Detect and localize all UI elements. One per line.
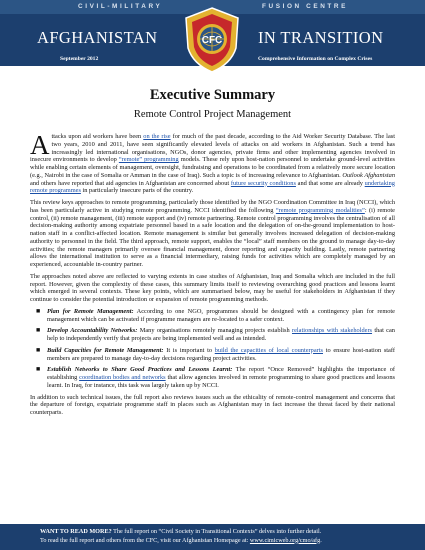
bullet-lead: Plan for Remote Management: — [47, 307, 134, 315]
bullet-lead: Establish Networks to Share Good Practices and Lessons Learnt: — [47, 366, 233, 374]
bullet-lead: Develop Accountability Networks: — [47, 327, 138, 335]
footer-lead: WANT TO READ MORE? — [40, 528, 112, 535]
link-coordination-bodies[interactable]: coordination bodies and networks — [79, 374, 166, 381]
org-name-right: FUSION CENTRE — [262, 3, 348, 10]
publication-name: Outlook Afghanistan — [342, 171, 395, 179]
intro-text: models. These rely upon host-nation personnel to undertake ground-level activities while enabling certain elements of management, oversight, fundraising and operations to be coordinated from a relatively more secure location (e.g., Nairobi in the case of Somalia or Amman in the case of Iraq). Such a topic is of increasing relevance to Afghanistan. — [30, 156, 395, 179]
modalities-paragraph — [30, 199, 395, 269]
bullet-text: to ensure host-nation staff members are prepared to manage day-to-day decisions regarding project activities. — [47, 346, 395, 362]
emblem-text: CFC — [201, 35, 223, 46]
intro-text: ttacks upon aid workers have been — [51, 133, 144, 140]
bullet-text: Many organisations remotely managing projects establish — [137, 327, 292, 335]
link-undertaking-remote-programmes[interactable]: undertaking remote programmes — [30, 179, 395, 195]
bullet-text: The report “Once Removed” highlights the importance of establishing — [47, 366, 396, 381]
bullet-dot: ■ — [36, 326, 41, 335]
link-remote-programming-modalities[interactable]: “remote programming modalities” — [275, 206, 365, 214]
intro-text: for much of the past decade, according to the Aid Worker Security Database. The last two years, 2010 and 2011, have seen significantly elevated levels of attacks on aid workers in Afghanistan. Such a trend has increasingly led international organisations, NGOs, donor agencies, private firms and other implementing agencies involved in insecure environments to develop — [30, 133, 395, 164]
page-heading: Executive Summary — [149, 87, 276, 103]
bullet-text: It is important to — [163, 346, 215, 354]
footer-text: WANT TO READ MORE? The full report on “Civil Society in Transitional Contexts” delves into further detail. To read the full report and others from the CFC, visit our Afghanistan Homepage at: www.cimicweb.org/cmo/afg. — [40, 528, 322, 544]
intro-text: and others have reported that aid agencies in Afghanistan are concerned about — [30, 179, 231, 187]
closing-paragraph: In addition to such technical issues, the full report also reviews issues such as the ethicality of remote-control management and concerns that the departure of foreign, expatriate programme staff in places such as Afghanistan may in fact increase the threat faced by their national counterparts. — [30, 393, 395, 416]
link-on-the-rise[interactable]: on the rise — [143, 133, 171, 140]
bullet-text: According to one NGO, programmes should be designed with a contingency plan for remote management which can be activated if programme managers are re-located to a safer context. — [47, 307, 396, 323]
bullet-item — [30, 308, 395, 324]
paragraph-text: : (i) remote control, (ii) remote management, (iii) remote support and (iv) remote partnering. Remote control programming involves the centralisation of all decision-making authority among expatriate personnel based in a safe location and the delegation of on-the-ground implementation to host-nation staff in a conflict-affected location. Remote management is similar but generally involves increased delegation of decision-making authority to personnel in the field. The third approach, remote support, enables the “local” staff members on the ground to manage day-to-day activities; the remote managers primarily oversee financial management, donor reporting and capacity building. Lastly, remote partnering allows the international institution to serve as a financial intermediary, raising funds for activities which are completely managed by an experienced, accountable in-country partner. — [30, 206, 395, 268]
intro-paragraph — [30, 130, 395, 195]
footer-homepage-link[interactable]: www.cimicweb.org/cmo/afg — [249, 536, 321, 544]
drop-cap: A — [30, 130, 50, 160]
bullet-item — [30, 327, 395, 343]
intro-text: and that some are already — [295, 179, 365, 187]
footer-banner — [0, 524, 425, 550]
series-title-left: AFGHANISTAN — [37, 28, 158, 47]
bullet-item — [30, 347, 395, 363]
bullet-text: that can help to independently verify that projects are being implemented well and as intended. — [47, 327, 395, 342]
org-name-left: CIVIL-MILITARY — [78, 3, 163, 10]
bullet-dot: ■ — [36, 365, 41, 374]
link-future-security-conditions[interactable]: future security conditions — [230, 179, 296, 187]
bullet-lead: Build Capacities for Remote Management: — [47, 346, 164, 354]
summary-body — [30, 130, 396, 421]
paragraph-text: This review keys approaches to remote programming, particularly those identified by the NGO Coordination Committee in Iraq (NCCI), which has been particularly active in studying remote programming. NCCI identified the following — [30, 199, 395, 214]
approaches-paragraph: The approaches noted above are reflected to varying extents in case studies of Afghanistan, Iraq and Somalia which are included in the full report. However, given the complexity of these cases, this summary limits itself to reviewing overarching good practices and lessons learnt which emerged in several contexts. These key points, which are summarised below, may be useful for stakeholders in Afghanistan if they continue to consider the potential introduction or expansion of remote programming methods. — [30, 272, 395, 303]
cfc-emblem-logo — [183, 6, 241, 74]
footer-line: To read the full report and others from the CFC, visit our Afghanistan Homepage at: — [40, 536, 250, 544]
footer-line: The full report on “Civil Society in Transitional Contexts” delves into further detail. — [111, 528, 322, 535]
link-remote-programming[interactable]: “remote” programming — [118, 156, 179, 164]
intro-text: in particularly insecure parts of the country. — [80, 187, 194, 195]
bullet-dot: ■ — [36, 345, 41, 354]
issue-date: September 2012 — [60, 56, 99, 62]
bullet-text: that allow agencies involved in remote programming to share good practices and lessons learnt. In Iraq, for instance, this task was largely taken up by NCCI. — [47, 374, 395, 389]
page-subheading: Remote Control Project Management — [133, 109, 292, 120]
bullet-dot: ■ — [36, 306, 41, 315]
link-relationships-with-stakeholders[interactable]: relationships with stakeholders — [291, 327, 373, 335]
series-title-right: IN TRANSITION — [258, 28, 384, 47]
bullet-item — [30, 366, 395, 389]
series-subtitle: Comprehensive Information on Complex Crises — [258, 56, 373, 62]
link-build-capacities[interactable]: build the capacities of local counterparts — [214, 346, 323, 354]
